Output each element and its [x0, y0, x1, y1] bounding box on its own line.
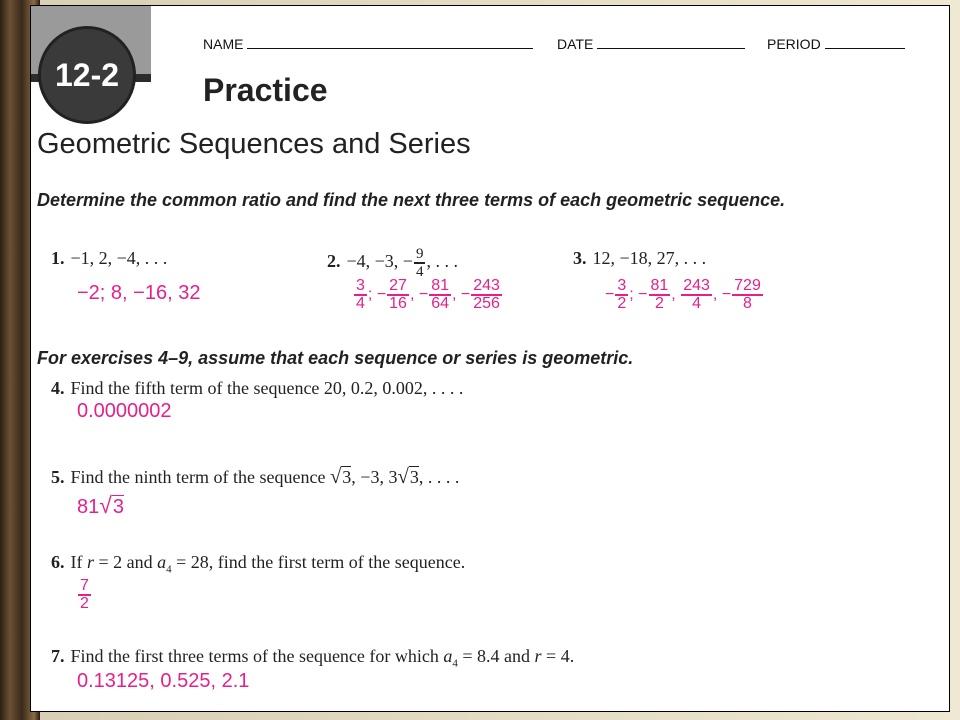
problem-7: 7. Find the first three terms of the sequence for which $a_4 = 8.4$ and r = 4. [51, 646, 575, 670]
problem-number: 2. [327, 251, 341, 272]
date-label: DATE [557, 36, 594, 52]
radical-sign: √ [397, 466, 409, 488]
problem-text: −1, 2, −4, . . . [70, 248, 168, 268]
name-field [203, 36, 533, 52]
answer-2: $\frac{3}{4}$ ; − $\frac{27}{16}$ , − $\frac{81}{64}$ , − $\frac{243}{256}$ [356, 277, 500, 312]
radical-sign: √ [99, 492, 112, 518]
worksheet-page [30, 5, 950, 712]
answer-1: −2; 8, −16, 32 [77, 282, 201, 304]
problem-4 [51, 378, 463, 399]
answer-fraction: $\frac{3}{2}$ [617, 277, 627, 312]
lesson-badge: 12-2 [38, 26, 136, 124]
problem-number: 4. [51, 378, 65, 398]
answer-5: 81√3 [77, 492, 124, 518]
answer-fraction: $\frac{7}{2}$ [80, 577, 89, 612]
problem-6: 6. If r = 2 and $a_4 = 28$, find the first term of the sequence. [51, 552, 466, 576]
problem-number: 7. [51, 646, 65, 666]
problem-3 [573, 248, 706, 269]
period-field [767, 36, 905, 52]
name-label: NAME [203, 36, 244, 52]
problem-1 [51, 248, 167, 269]
answer-fraction: $\frac{81}{2}$ [650, 277, 669, 312]
period-line [825, 36, 905, 49]
problem-number: 3. [573, 248, 587, 268]
page-subtitle: Geometric Sequences and Series [37, 128, 471, 160]
date-line [597, 36, 745, 49]
answer-fraction: $\frac{3}{4}$ [356, 277, 365, 312]
problem-text: 12, −18, 27, . . . [592, 248, 707, 268]
page-title: Practice [203, 72, 328, 108]
problem-2: 2. −4, −3, − $\frac{9}{4}$ , . . . [327, 246, 458, 280]
name-line [247, 36, 533, 49]
problem-5: 5. Find the ninth term of the sequence √3, −3, 3√3, . . . . [51, 466, 460, 488]
answer-4: 0.0000002 [77, 400, 172, 422]
answer-fraction: $\frac{243}{4}$ [683, 277, 710, 312]
problem-number: 1. [51, 248, 65, 268]
problem-text: Find the fifth term of the sequence 20, 0.2, 0.002, . . . . [70, 378, 464, 398]
radical-sign: √ [329, 466, 342, 488]
answer-fraction: $\frac{27}{16}$ [389, 277, 407, 312]
answer-fraction: $\frac{81}{64}$ [431, 277, 449, 312]
date-field [557, 36, 745, 52]
instructions-exercises: For exercises 4–9, assume that each sequence or series is geometric. [37, 348, 634, 368]
answer-6 [77, 578, 92, 612]
fraction: $\frac{9}{4}$ [415, 246, 424, 280]
answer-fraction: $\frac{729}{8}$ [734, 277, 761, 312]
period-label: PERIOD [767, 36, 821, 52]
answer-3: − $\frac{3}{2}$ ; − $\frac{81}{2}$ , $\frac{243}{4}$ , − $\frac{729}{8}$ [605, 277, 761, 312]
problem-number: 6. [51, 552, 65, 572]
instructions-sequence: Determine the common ratio and find the next three terms of each geometric sequence. [37, 190, 786, 210]
answer-fraction: $\frac{243}{256}$ [473, 277, 500, 312]
problem-number: 5. [51, 467, 65, 487]
answer-7: 0.13125, 0.525, 2.1 [77, 670, 250, 692]
problem-text: −4, −3, − [346, 251, 413, 272]
